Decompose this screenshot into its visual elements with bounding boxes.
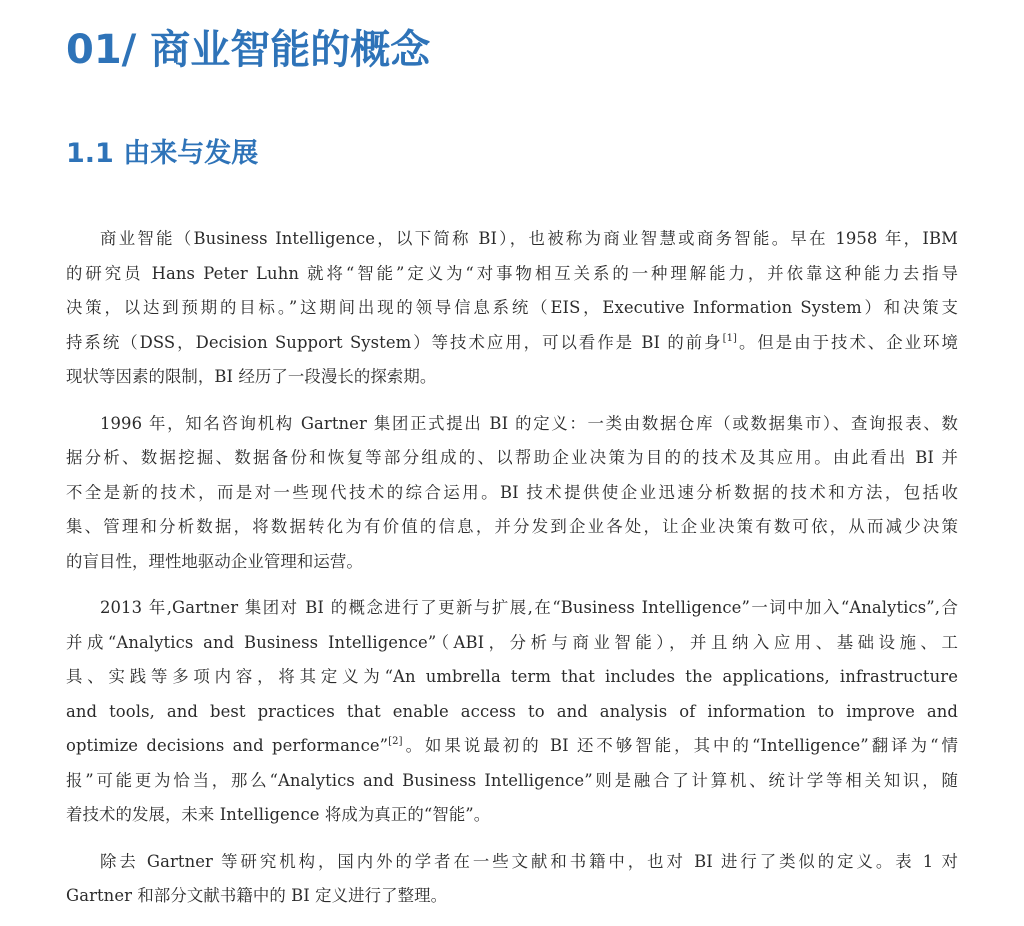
paragraph-4 <box>66 845 958 914</box>
text-segment: optimize decisions and performance” <box>66 736 389 755</box>
text-line: 商业智能（Business Intelligence，以下简称 BI），也被称为商业智慧或商务智能。早在 1958 年，IBM <box>100 229 958 248</box>
chapter-heading: 01/ 商业智能的概念 <box>66 27 431 73</box>
text-segment: 。如果说最初的 BI 还不够智能，其中的“Intelligence”翻译为“情 <box>402 736 958 755</box>
text-line: 据分析、数据挖掘、数据备份和恢复等部分组成的、以帮助企业决策为目的的技术及其应用。由此看出 BI 并 <box>66 448 958 467</box>
paragraph-3 <box>66 591 958 833</box>
text-segment: 持系统（DSS，Decision Support System）等技术应用，可以看作是 BI 的前身 <box>66 332 723 352</box>
citation-ref[interactable]: [2] <box>388 736 403 747</box>
text-line: 具、实践等多项内容，将其定义为“An umbrella term that includes the applications, infrastructure <box>66 667 958 686</box>
text-line: 并成“Analytics and Business Intelligence”（ABI，分析与商业智能），并且纳入应用、基础设施、工 <box>66 632 958 652</box>
body-text <box>66 222 958 926</box>
text-line: 着技术的发展，未来 Intelligence 将成为真正的“智能”。 <box>66 805 491 824</box>
text-line: 集、管理和分析数据，将数据转化为有价值的信息，并分发到企业各处，让企业决策有数可依，从而减少决策 <box>66 517 958 536</box>
text-segment: 。但是由于技术、企业环境 <box>737 332 958 352</box>
text-line: 现状等因素的限制，BI 经历了一段漫长的探索期。 <box>66 367 437 386</box>
text-line: 不全是新的技术，而是对一些现代技术的综合运用。BI 技术提供使企业迅速分析数据的技术和方法，包括收 <box>66 482 958 502</box>
text-line: Gartner 和部分文献书籍中的 BI 定义进行了整理。 <box>66 886 448 905</box>
section-heading: 1.1 由来与发展 <box>66 138 259 169</box>
text-line: 报”可能更为恰当，那么“Analytics and Business Intelligence”则是融合了计算机、统计学等相关知识，随 <box>66 770 958 790</box>
citation-ref[interactable]: [1] <box>722 332 738 344</box>
paragraph-1 <box>66 222 958 395</box>
text-line <box>66 326 958 361</box>
paragraph-2 <box>66 407 958 580</box>
text-line: 2013 年,Gartner 集团对 BI 的概念进行了更新与扩展,在“Business Intelligence”一词中加入“Analytics”,合 <box>100 598 958 617</box>
text-line <box>66 729 958 764</box>
text-line: and tools, and best practices that enable access to and analysis of information to improve and <box>66 701 958 721</box>
text-line: 1996 年，知名咨询机构 Gartner 集团正式提出 BI 的定义：一类由数据仓库（或数据集市）、查询报表、数 <box>100 413 958 433</box>
text-line: 的盲目性，理性地驱动企业管理和运营。 <box>66 551 363 571</box>
text-line: 决策，以达到预期的目标。”这期间出现的领导信息系统（EIS，Executive Information System）和决策支 <box>66 298 958 317</box>
text-line: 除去 Gartner 等研究机构，国内外的学者在一些文献和书籍中，也对 BI 进行了类似的定义。表 1 对 <box>100 851 958 871</box>
text-line: 的研究员 Hans Peter Luhn 就将“智能”定义为“对事物相互关系的一种理解能力，并依靠这种能力去指导 <box>66 263 958 283</box>
